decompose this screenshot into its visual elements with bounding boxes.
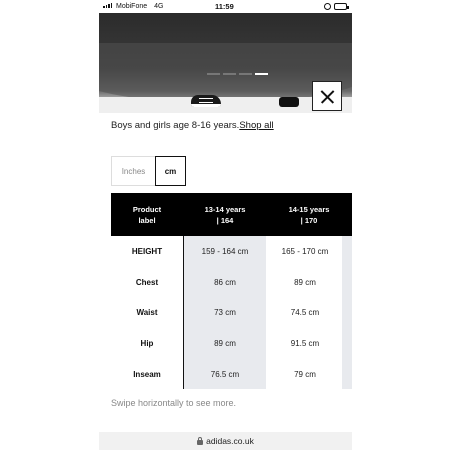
header-size-14-15	[267, 193, 351, 236]
unit-cm-button[interactable]: cm	[155, 156, 186, 186]
table-cell: 91.5 cm	[290, 338, 320, 348]
browser-url-bar[interactable]	[99, 432, 352, 450]
clock: 11:59	[215, 2, 234, 11]
header-product-label-line1: Product	[132, 204, 162, 214]
row-label: Chest	[135, 277, 159, 287]
table-header	[111, 193, 352, 236]
status-bar	[99, 0, 352, 13]
table-cell: 89 cm	[294, 277, 316, 287]
carrier-name: MobiFone	[116, 3, 148, 10]
table-row-height	[111, 236, 352, 266]
carousel-dot[interactable]	[239, 73, 252, 75]
close-button[interactable]	[312, 81, 342, 111]
table-cell: 165 - 170 cm	[281, 246, 329, 256]
table-row-waist	[111, 297, 352, 327]
carousel-dot[interactable]	[207, 73, 220, 75]
table-cell: 74.5 cm	[290, 307, 320, 317]
row-label: HEIGHT	[131, 246, 163, 256]
header-age-range: 14-15 years	[288, 204, 330, 214]
unit-inches-button[interactable]: Inches	[111, 156, 155, 186]
carousel-indicator[interactable]	[207, 73, 268, 75]
header-product-label-line2: label	[138, 215, 156, 225]
table-cell: 79 cm	[294, 369, 316, 379]
row-label: Waist	[136, 307, 158, 317]
unit-toggle[interactable]	[111, 156, 186, 186]
carousel-dot[interactable]	[223, 73, 236, 75]
url-domain[interactable]: adidas.co.uk	[206, 436, 254, 446]
size-guide-intro	[111, 120, 274, 131]
table-cell: 73 cm	[214, 307, 236, 317]
intro-text: Boys and girls age 8-16 years.	[111, 120, 240, 131]
carrier-label	[116, 3, 163, 10]
carousel-dot-active[interactable]	[255, 73, 268, 75]
signal-strength-icon	[103, 3, 112, 8]
header-size-code: | 170	[300, 215, 318, 225]
shoe-image	[191, 95, 221, 107]
table-row-chest	[111, 267, 352, 297]
header-product-label	[111, 193, 183, 236]
table-cell: 76.5 cm	[210, 369, 240, 379]
orientation-lock-icon	[324, 3, 331, 10]
sock-image	[279, 97, 299, 107]
table-cell: 159 - 164 cm	[201, 246, 249, 256]
network-type: 4G	[154, 3, 164, 10]
size-chart-table[interactable]	[111, 193, 352, 389]
table-cell: 86 cm	[214, 277, 236, 287]
shop-all-link[interactable]: Shop all	[239, 120, 274, 131]
table-row-hip	[111, 328, 352, 358]
table-row-inseam	[111, 359, 352, 389]
header-age-range: 13-14 years	[204, 204, 246, 214]
lock-icon	[197, 440, 203, 445]
swipe-hint: Swipe horizontally to see more.	[111, 398, 237, 408]
table-cell: 89 cm	[214, 338, 236, 348]
row-label: Inseam	[133, 369, 161, 379]
header-size-code: | 164	[216, 215, 234, 225]
phone-screen	[99, 0, 352, 450]
header-size-13-14	[183, 193, 267, 236]
row-label: Hip	[140, 338, 154, 348]
battery-icon	[334, 3, 347, 10]
